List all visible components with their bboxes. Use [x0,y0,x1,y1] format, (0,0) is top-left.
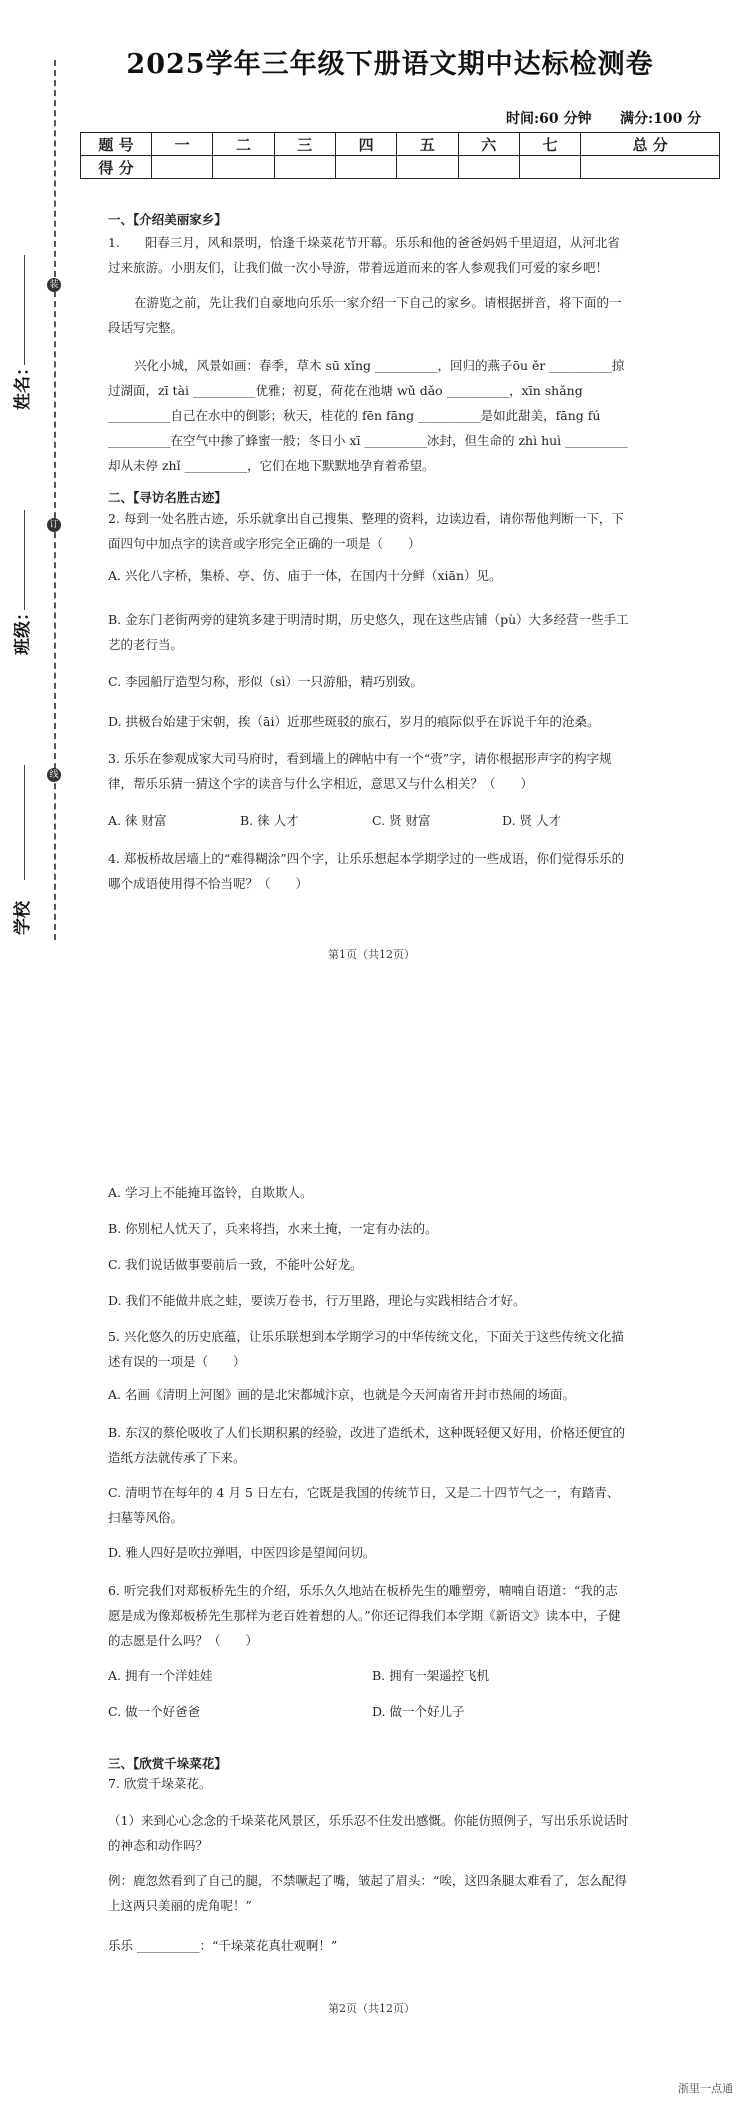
page-1-footer: 第1页（共12页） [328,948,415,961]
score-cell[interactable] [274,156,335,179]
score-cell[interactable] [397,156,458,179]
score-cell[interactable] [213,156,274,179]
binding-dashed-line [54,60,56,940]
q7-stem: 7. 欣赏千垛菜花。 [108,1776,212,1791]
page-gap [0,970,743,1030]
q6-option-a[interactable]: A. 拥有一个洋娃娃 [108,1668,213,1683]
q4-stem: 4. 郑板桥故居墙上的“难得糊涂”四个字，让乐乐想起本学期学过的一些成语，你们觉得乐乐的哪个成语使用得不恰当呢？（ ） [108,851,625,891]
q1-task: 在游览之前，先让我们自豪地向乐乐一家介绍一下自己的家乡。请根据拼音，将下面的一段话写完整。 [108,295,622,335]
school-label: 学校 [13,901,33,935]
q4-option-b[interactable]: B. 你别杞人忧天了，兵来将挡，水来土掩，一定有办法的。 [108,1221,438,1236]
q4-option-d[interactable]: D. 我们不能做井底之蛙，要读万卷书，行万里路，理论与实践相结合才好。 [108,1293,526,1308]
score-header-cell: 五 [397,133,458,156]
q6-option-d[interactable]: D. 做一个好儿子 [372,1704,465,1719]
score-header-cell: 题 号 [81,133,152,156]
q3-stem: 3. 乐乐在参观成家大司马府时，看到墙上的碑帖中有一个“赍”字，请你根据形声字的构字规律，帮乐乐猜一猜这个字的读音与什么字相近，意思又与什么相关？（ ） [108,751,612,791]
score-header-cell: 四 [335,133,396,156]
class-field[interactable] [24,510,26,610]
binding-mark-xian: 线 [47,768,61,782]
q4-option-c[interactable]: C. 我们说话做事要前后一致，不能叶公好龙。 [108,1257,363,1272]
q2-option-b[interactable]: B. 金东门老街两旁的建筑多建于明清时期，历史悠久，现在这些店铺（pù）大多经营一些手工艺的老行当。 [108,612,629,652]
q3-option-a[interactable]: A. 徕 财富 [108,813,167,828]
q5-option-c[interactable]: C. 清明节在每年的 4 月 5 日左右，它既是我国的传统节日，又是二十四节气之一，有踏青、扫墓等风俗。 [108,1485,620,1525]
score-cell[interactable] [581,156,720,179]
full-score-info: 满分:100 分 [620,111,702,127]
binding-mark-ding: 订 [47,518,61,532]
q7-answer-blank[interactable]: 乐乐 __________：“千垛菜花真壮观啊！” [108,1938,338,1953]
q2-option-a[interactable]: A. 兴化八字桥，集桥、亭、仿、庙于一体，在国内十分鲜（xiān）见。 [108,568,502,583]
page-2-footer: 第2页（共12页） [328,2002,415,2015]
score-cell[interactable] [519,156,580,179]
q5-stem: 5. 兴化悠久的历史底蕴，让乐乐联想到本学期学习的中华传统文化，下面关于这些传统文化描述有误的一项是（ ） [108,1329,624,1369]
exam-page-1 [0,0,743,970]
q2-stem: 2. 每到一处名胜古迹，乐乐就拿出自己搜集、整理的资料，边读边看，请你帮他判断一下，下面四句中加点字的读音或字形完全正确的一项是（ ） [108,511,624,551]
binding-mark-zhuang: 装 [47,278,61,292]
score-table-header-row [81,133,720,156]
q6-option-b[interactable]: B. 拥有一架遥控飞机 [372,1668,490,1683]
score-table-score-row [81,156,720,179]
score-cell[interactable] [152,156,213,179]
q4-option-a[interactable]: A. 学习上不能掩耳盗铃，自欺欺人。 [108,1185,313,1200]
q2-option-d[interactable]: D. 拱极台始建于宋朝，挨（āi）近那些斑驳的旅石，岁月的痕际似乎在诉说千年的沧桑。 [108,714,600,729]
exam-page-2 [0,1030,743,2102]
name-label: 姓名： [13,359,33,410]
class-label: 班级： [13,604,33,655]
time-info: 时间:60 分钟 [506,111,592,127]
q6-stem: 6. 听完我们对郑板桥先生的介绍，乐乐久久地站在板桥先生的雕塑旁，喃喃自语道：“我的志愿是成为像郑板桥先生那样为老百姓着想的人。”你还记得我们本学期《新语文》读本中，子健的志愿是什么吗？（ ） [108,1583,621,1648]
q1-passage[interactable]: 兴化小城，风景如画：春季，草木 sū xǐng __________，回归的燕子ōu ěr __________掠过湖面，zī tài __________优雅；初夏，荷花在池塘 wǔ dǎo __________，xīn shǎng __________自己在水中的倒影；秋天，桂花的 fēn fāng __________是如此甜美，fāng fú __________在空气中掺了蜂蜜一般；冬日小 xī __________冰封，但生命的 zhì huì __________却从未停 zhǐ __________，它们在地下默默地孕育着希望。 [108,358,628,473]
q5-option-b[interactable]: B. 东汉的蔡伦吸收了人们长期积累的经验，改进了造纸术，这种既轻便又好用，价格还便宜的造纸方法就传承了下来。 [108,1425,626,1465]
score-header-cell: 六 [458,133,519,156]
score-cell[interactable] [335,156,396,179]
q3-option-d[interactable]: D. 贤 人才 [502,813,561,828]
section-3-title: 三、【欣赏千垛菜花】 [108,1756,227,1771]
score-table [80,132,720,179]
score-header-cell: 二 [213,133,274,156]
q1-intro: 1. 阳春三月，风和景明，恰逢千垛菜花节开幕。乐乐和他的爸爸妈妈千里迢迢，从河北省过来旅游。小朋友们，让我们做一次小导游，带着远道而来的客人参观我们可爱的家乡吧！ [108,235,620,275]
q6-option-c[interactable]: C. 做一个好爸爸 [108,1704,201,1719]
score-header-cell: 一 [152,133,213,156]
page-title: 2025学年三年级下册语文期中达标检测卷 [126,49,654,80]
score-row-label: 得 分 [81,156,152,179]
binding-margin [0,0,75,970]
score-cell[interactable] [458,156,519,179]
q5-option-a[interactable]: A. 名画《清明上河图》画的是北宋都城汴京，也就是今天河南省开封市热闹的场面。 [108,1387,575,1402]
q2-option-c[interactable]: C. 李园船厅造型匀称，形似（sì）一只游船，精巧别致。 [108,674,423,689]
score-header-cell: 三 [274,133,335,156]
q7-example: 例：鹿忽然看到了自己的腿，不禁噘起了嘴，皱起了眉头：“唉，这四条腿太难看了，怎么配得上这两只美丽的虎角呢！” [108,1873,627,1913]
q3-option-b[interactable]: B. 徕 人才 [240,813,299,828]
q7-part-1: （1）来到心心念念的千垛菜花风景区，乐乐忍不住发出感慨。你能仿照例子，写出乐乐说话时的神态和动作吗？ [108,1813,629,1853]
section-1-title: 一、【介绍美丽家乡】 [108,212,227,227]
name-field[interactable] [24,255,26,365]
section-2-title: 二、【寻访名胜古迹】 [108,490,227,505]
q3-option-c[interactable]: C. 贤 财富 [372,813,431,828]
q5-option-d[interactable]: D. 雅人四好是吹拉弹唱，中医四诊是望闻问切。 [108,1545,376,1560]
watermark-corner: 浙里一点通 [678,2082,733,2095]
score-header-cell: 总 分 [581,133,720,156]
school-field[interactable] [24,765,26,880]
score-header-cell: 七 [519,133,580,156]
